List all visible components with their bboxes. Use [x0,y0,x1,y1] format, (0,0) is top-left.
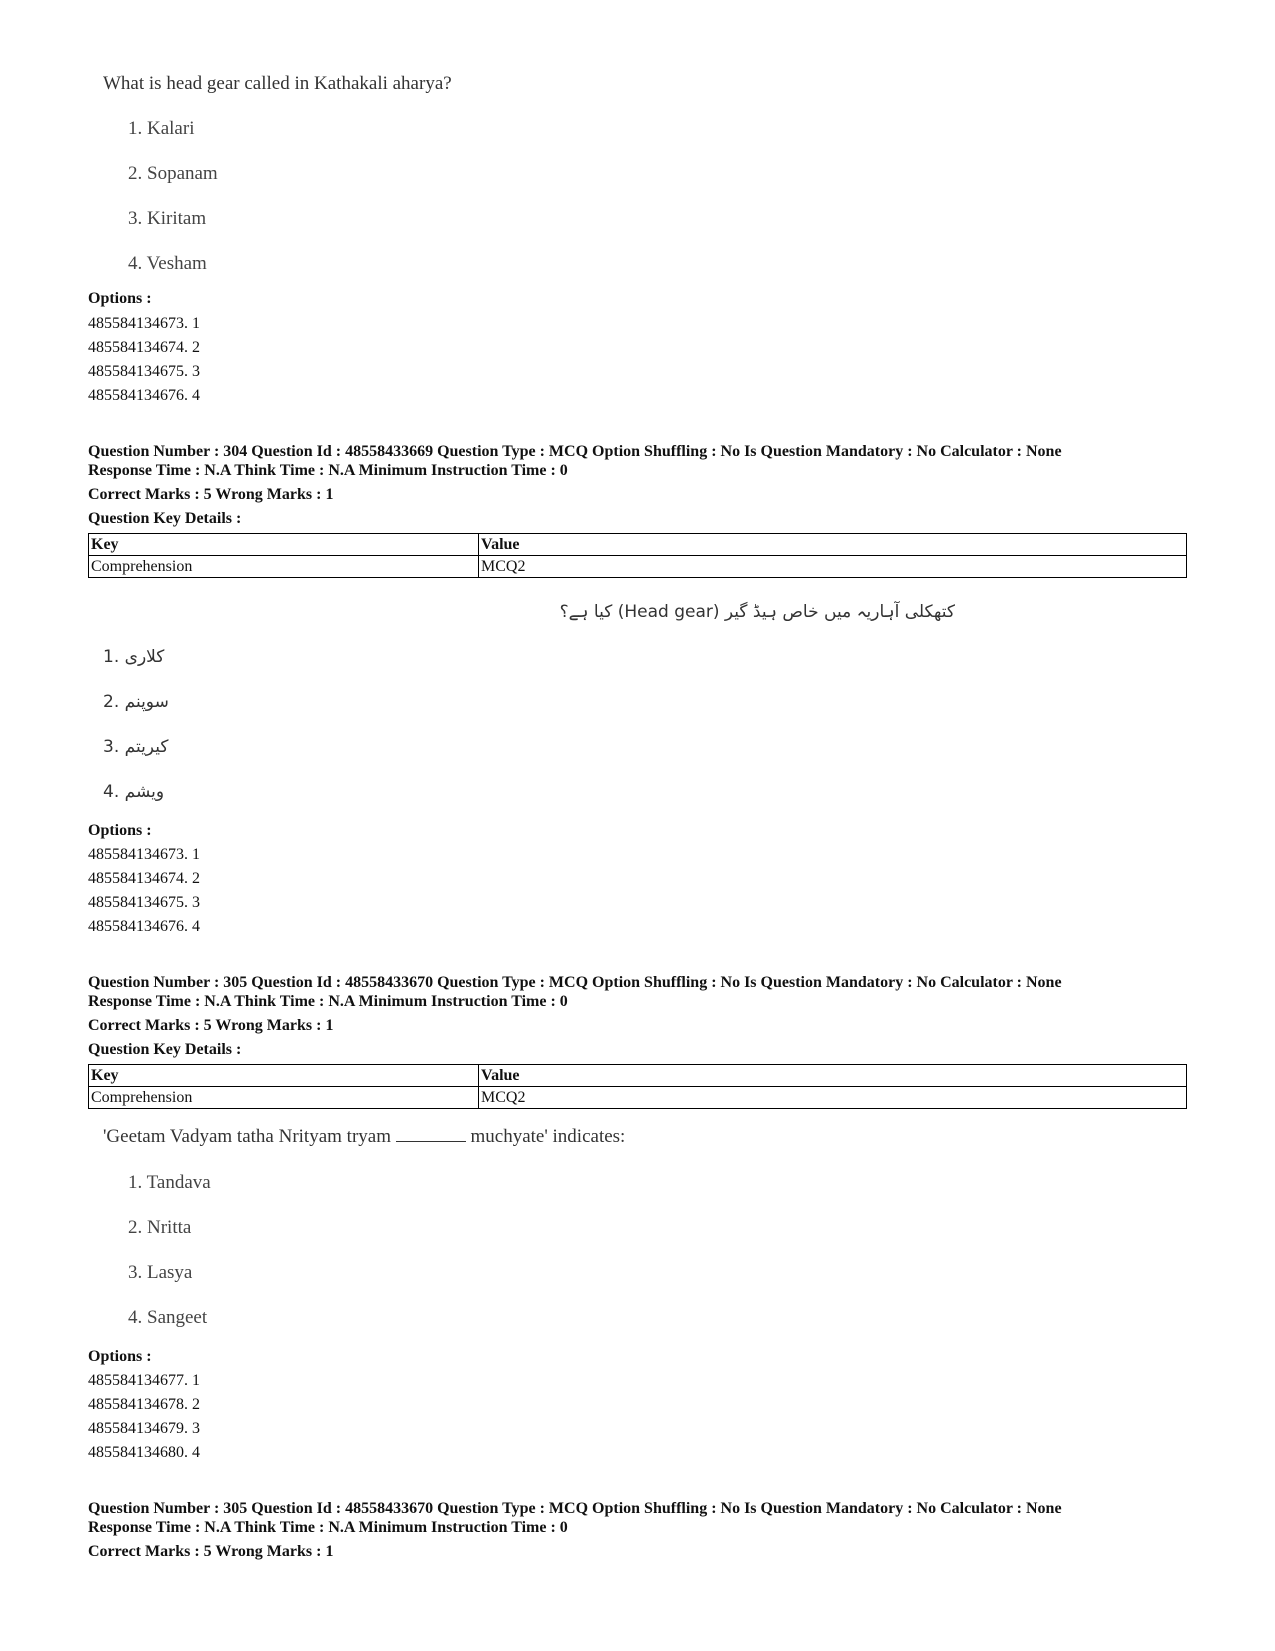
key-header: Key [89,534,479,556]
options-label: Options : [88,290,152,307]
value-cell: MCQ2 [479,1087,1187,1109]
choice-1: 1. Tandava [128,1172,211,1193]
question-text [103,1126,625,1148]
question-text-part2: muchyate' indicates: [470,1126,626,1147]
choice-1: 1. Kalari [128,118,195,139]
options-label: Options : [88,822,152,839]
key-details-table [88,1064,1187,1109]
question-meta-line2: Response Time : N.A Think Time : N.A Minimum Instruction Time : 0 [88,462,568,479]
key-details-table [88,533,1187,578]
question-meta-line1: Question Number : 304 Question Id : 48558433669 Question Type : MCQ Option Shuffling : No Is Question Mandatory : No Calculator : None [88,443,1062,460]
option-id-3: 485584134675. 3 [88,894,200,911]
option-id-4: 485584134676. 4 [88,918,200,935]
choice-2: 2. Nritta [128,1217,192,1238]
key-header: Key [89,1065,479,1087]
choice-3: 3. Kiritam [128,208,207,229]
value-cell: MCQ2 [479,556,1187,578]
option-id-1: 485584134673. 1 [88,846,200,863]
choice-2-urdu: سوپنم .2 [103,692,169,712]
choice-3: 3. Lasya [128,1262,193,1283]
choice-4: 4. Sangeet [128,1307,208,1328]
question-text-urdu: کتھکلی آہاریہ میں خاص ہیڈ گیر (Head gear) کیا ہے؟ [559,602,955,622]
key-cell: Comprehension [89,556,479,578]
choice-4-urdu: ویشم .4 [103,782,165,802]
option-id-3: 485584134679. 3 [88,1420,200,1437]
question-meta-line1: Question Number : 305 Question Id : 48558433670 Question Type : MCQ Option Shuffling : No Is Question Mandatory : No Calculator : None [88,974,1062,991]
question-meta-line2: Response Time : N.A Think Time : N.A Minimum Instruction Time : 0 [88,1519,568,1536]
choice-2: 2. Sopanam [128,163,218,184]
question-text-part1: 'Geetam Vadyam tatha Nrityam tryam [103,1126,391,1147]
key-details-label: Question Key Details : [88,510,242,527]
options-label: Options : [88,1348,152,1365]
option-id-1: 485584134673. 1 [88,315,200,332]
marks-line: Correct Marks : 5 Wrong Marks : 1 [88,1017,334,1034]
fill-blank [396,1127,466,1142]
question-meta-line1: Question Number : 305 Question Id : 48558433670 Question Type : MCQ Option Shuffling : No Is Question Mandatory : No Calculator : None [88,1500,1062,1517]
option-id-4: 485584134680. 4 [88,1444,200,1461]
key-cell: Comprehension [89,1087,479,1109]
option-id-2: 485584134678. 2 [88,1396,200,1413]
choice-1-urdu: کلاری .1 [103,647,165,667]
value-header: Value [479,1065,1187,1087]
choice-4: 4. Vesham [128,253,207,274]
value-header: Value [479,534,1187,556]
option-id-3: 485584134675. 3 [88,363,200,380]
question-meta-line2: Response Time : N.A Think Time : N.A Minimum Instruction Time : 0 [88,993,568,1010]
marks-line: Correct Marks : 5 Wrong Marks : 1 [88,486,334,503]
option-id-2: 485584134674. 2 [88,339,200,356]
option-id-2: 485584134674. 2 [88,870,200,887]
key-details-label: Question Key Details : [88,1041,242,1058]
question-text: What is head gear called in Kathakali aharya? [103,73,452,94]
option-id-4: 485584134676. 4 [88,387,200,404]
choice-3-urdu: کیریتم .3 [103,737,169,757]
option-id-1: 485584134677. 1 [88,1372,200,1389]
marks-line: Correct Marks : 5 Wrong Marks : 1 [88,1543,334,1560]
